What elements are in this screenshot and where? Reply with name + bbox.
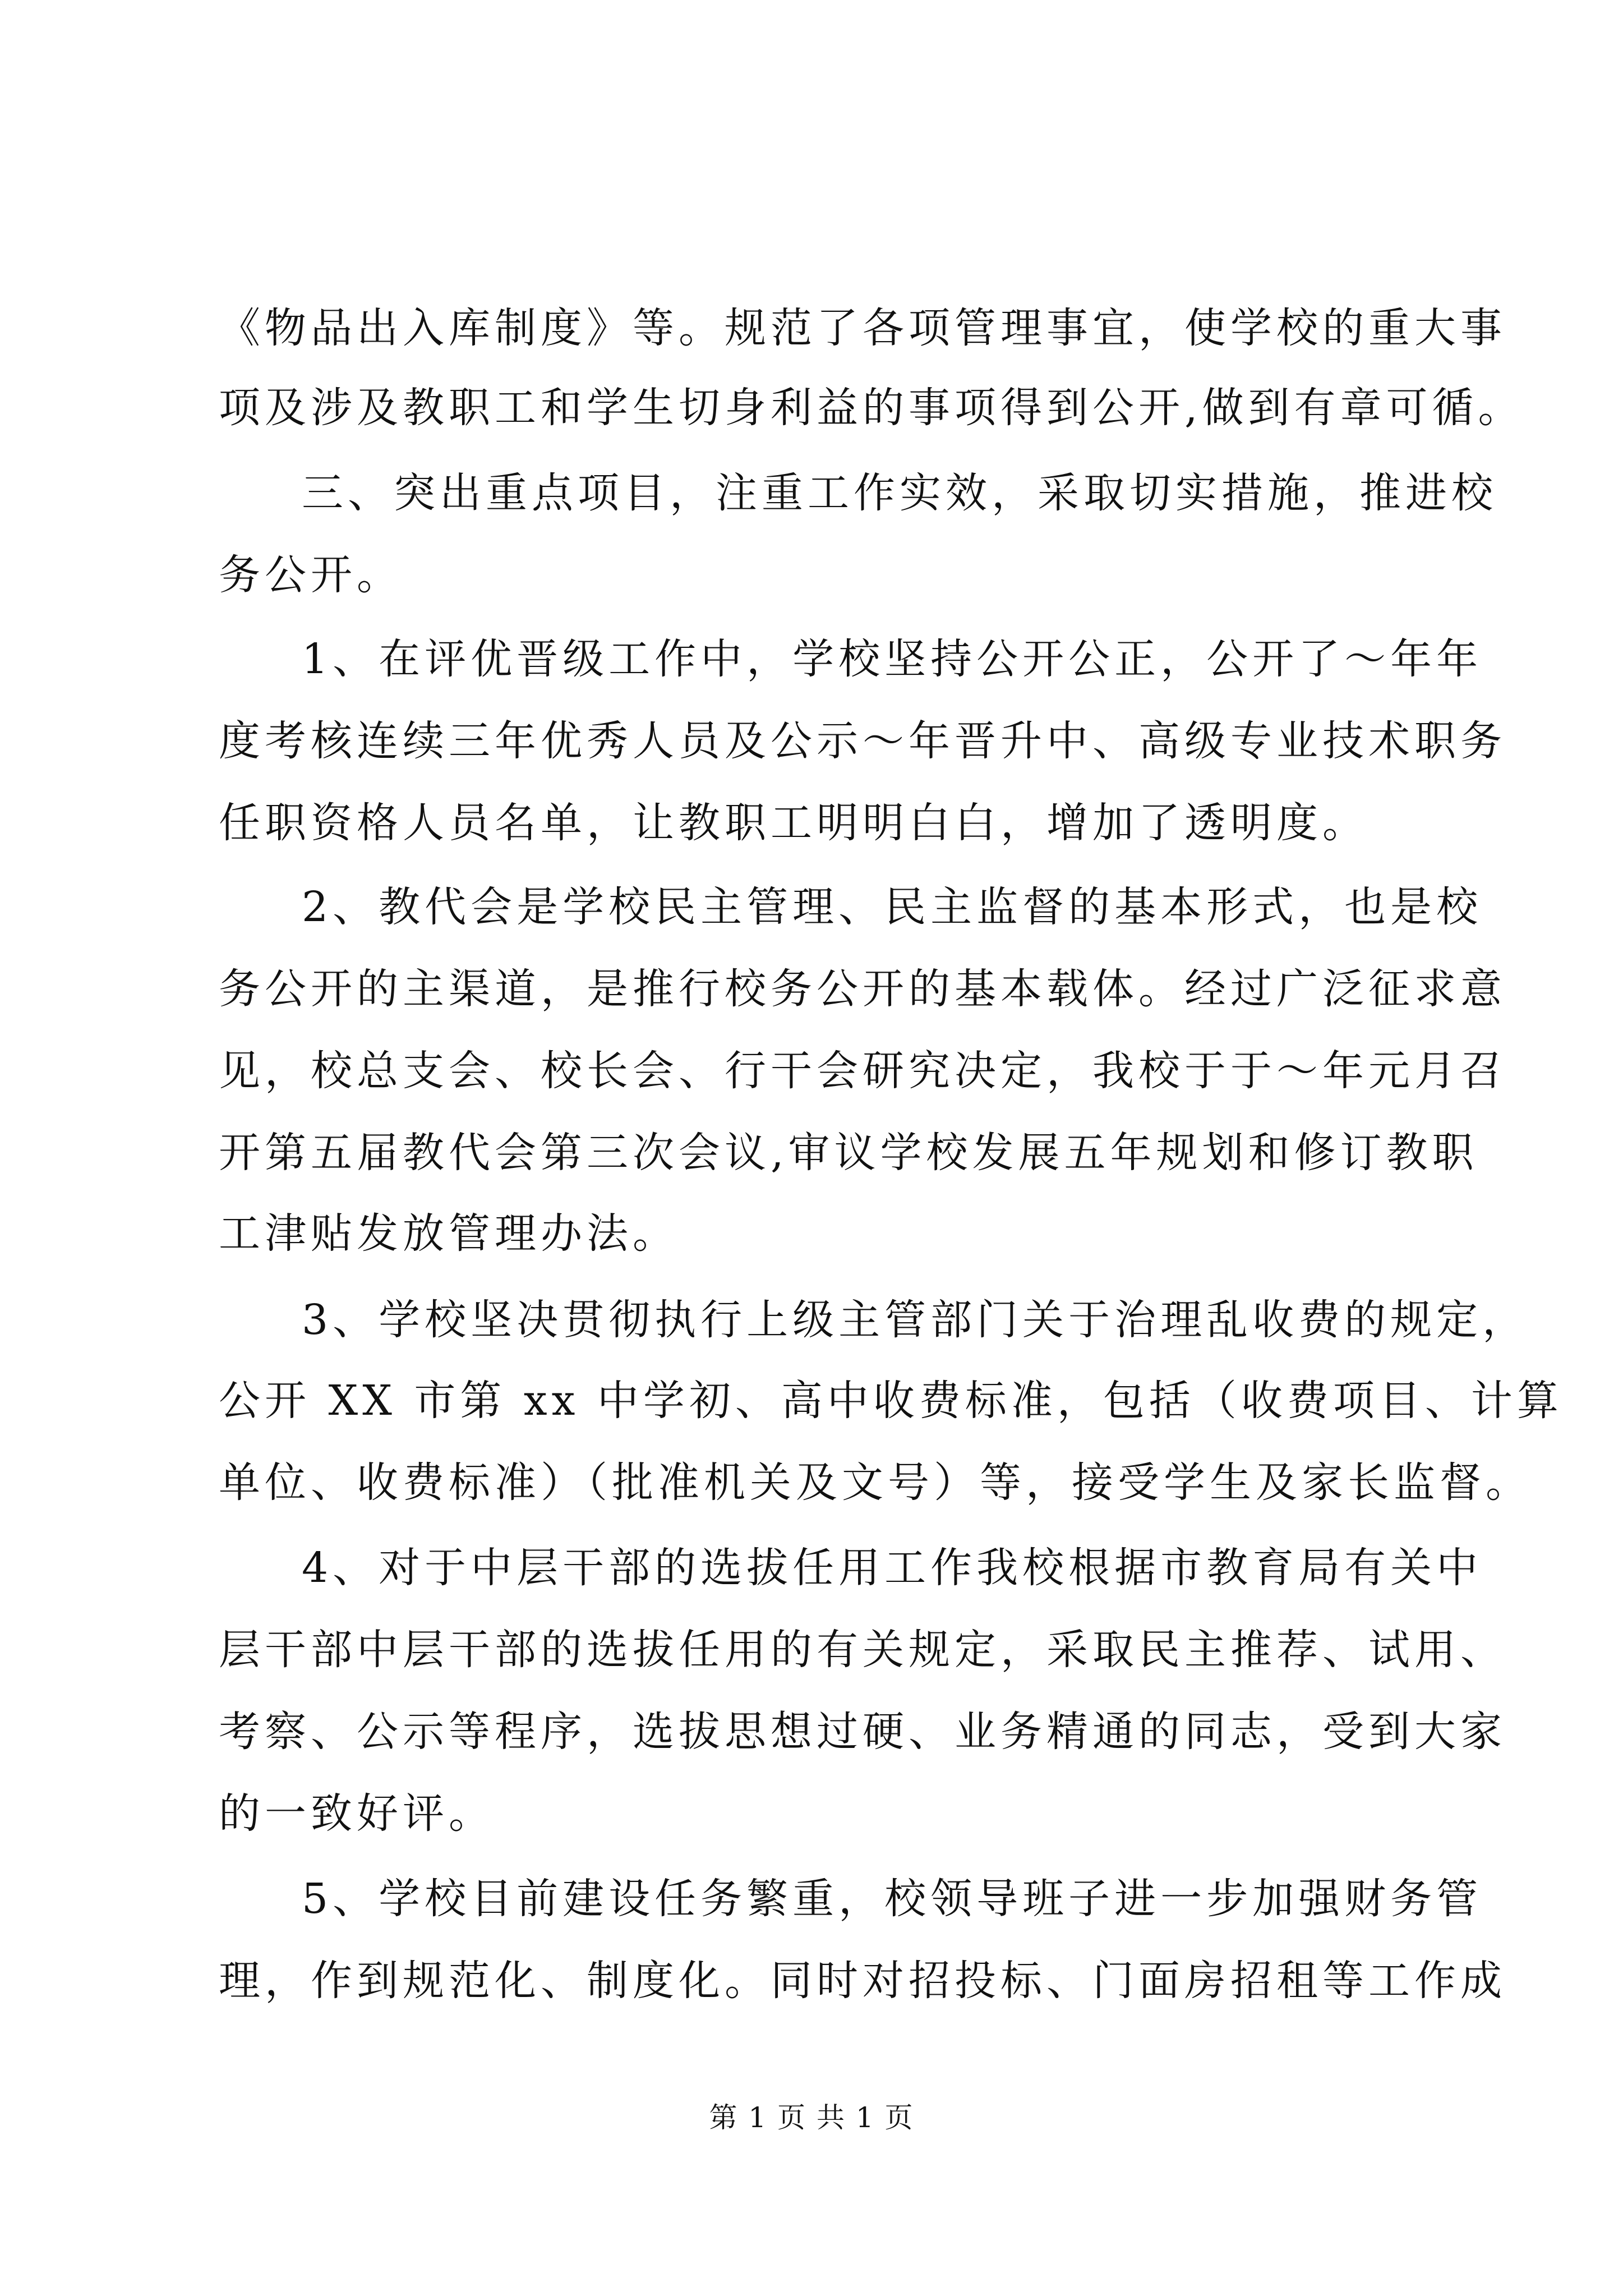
text-line: 理，作到规范化、制度化。同时对招投标、门面房招租等工作成 <box>219 1957 1506 2005</box>
text-line: 开第五届教代会第三次会议,审议学校发展五年规划和修订教职 <box>219 1129 1478 1177</box>
text-line: 见，校总支会、校长会、行干会研究决定，我校于于～年元月召 <box>219 1047 1506 1095</box>
text-line: 4、对于中层干部的选拔任用工作我校根据市教育局有关中 <box>302 1544 1483 1592</box>
text-line: 工津贴发放管理办法。 <box>219 1209 679 1258</box>
text-line: 2、教代会是学校民主管理、民主监督的基本形式，也是校 <box>302 883 1483 931</box>
section-heading: 三、突出重点项目，注重工作实效，采取切实措施，推进校 <box>302 469 1497 517</box>
text-line: 1、在评优晋级工作中，学校坚持公开公正，公开了～年年 <box>302 635 1483 683</box>
text-line: 5、学校目前建设任务繁重，校领导班子进一步加强财务管 <box>302 1875 1483 1923</box>
text-line: 《物品出入库制度》等。规范了各项管理事宜，使学校的重大事 <box>219 304 1506 352</box>
text-line: 务公开的主渠道，是推行校务公开的基本载体。经过广泛征求意 <box>219 965 1506 1013</box>
text-line: 考察、公示等程序，选拔思想过硬、业务精通的同志，受到大家 <box>219 1708 1506 1756</box>
text-line: 任职资格人员名单，让教职工明明白白，增加了透明度。 <box>219 799 1368 847</box>
text-line: 度考核连续三年优秀人员及公示～年晋升中、高级专业技术职务 <box>219 717 1506 765</box>
page-number-footer: 第 1 页 共 1 页 <box>709 2101 914 2134</box>
text-line: 的一致好评。 <box>219 1789 495 1838</box>
text-line: 单位、收费标准）（批准机关及文号）等，接受学生及家长监督。 <box>219 1458 1532 1507</box>
text-line: 项及涉及教职工和学生切身利益的事项得到公开,做到有章可循。 <box>219 384 1524 432</box>
text-line: 层干部中层干部的选拔任用的有关规定，采取民主推荐、试用、 <box>219 1626 1506 1674</box>
text-line: 公开 XX 市第 xx 中学初、高中收费标准，包括（收费项目、计算 <box>219 1377 1563 1425</box>
text-line: 务公开。 <box>219 551 403 599</box>
text-line: 3、学校坚决贯彻执行上级主管部门关于治理乱收费的规定， <box>302 1296 1529 1344</box>
